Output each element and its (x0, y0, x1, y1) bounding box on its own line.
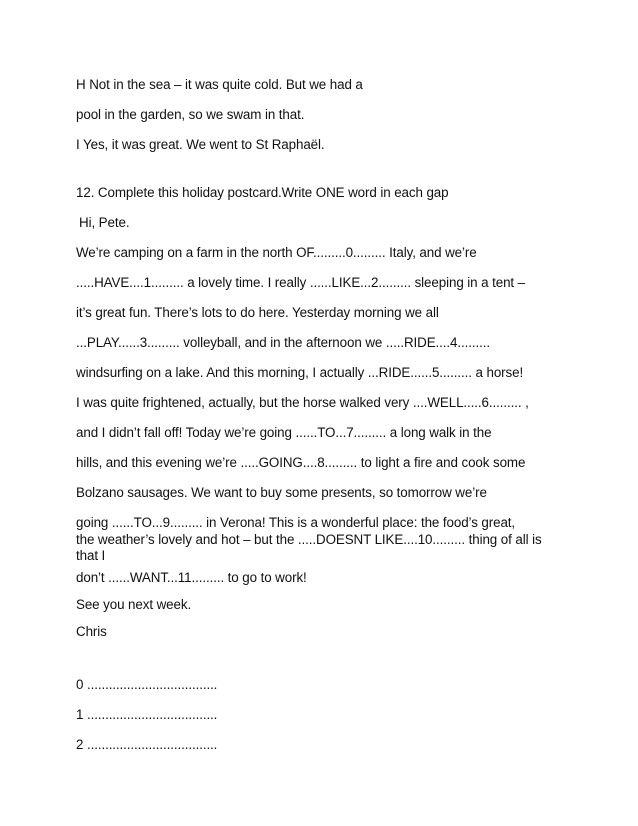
postcard-line: ...PLAY......3......... volleyball, and in the afternoon we .....RIDE....4......... (76, 335, 490, 350)
answer-slot-2: 2 .................................... (76, 737, 218, 752)
postcard-greeting: Hi, Pete. (79, 215, 130, 230)
postcard-line: it’s great fun. There’s lots to do here. Yesterday morning we all (76, 305, 439, 320)
postcard-line: We’re camping on a farm in the north OF.........0......... Italy, and we’re (76, 245, 477, 260)
postcard-line: and I didn’t fall off! Today we’re going ......TO...7......... a long walk in the (76, 425, 492, 440)
answer-slot-1: 1 .................................... (76, 707, 218, 722)
answer-h-line: H Not in the sea – it was quite cold. But we had a (76, 77, 363, 92)
postcard-line: don’t ......WANT...11......... to go to work! (76, 570, 307, 585)
postcard-line: .....HAVE....1......... a lovely time. I really ......LIKE...2......... sleeping in a tent – (76, 275, 526, 290)
postcard-signature: Chris (76, 624, 107, 639)
answer-slot-0: 0 .................................... (76, 677, 218, 692)
postcard-line: the weather’s lovely and hot – but the .....DOESNT LIKE....10......... thing of all is that I (76, 532, 542, 563)
postcard-line: hills, and this evening we’re .....GOING....8......... to light a fire and cook some (76, 455, 526, 470)
postcard-line: going ......TO...9......... in Verona! This is a wonderful place: the food’s great, (76, 515, 516, 530)
exercise-12-heading: 12. Complete this holiday postcard.Write ONE word in each gap (76, 185, 449, 200)
answer-i-line: I Yes, it was great. We went to St Raphaël. (76, 137, 325, 152)
answer-h-continued-line: pool in the garden, so we swam in that. (76, 107, 305, 122)
postcard-signoff: See you next week. (76, 597, 192, 612)
postcard-line: windsurfing on a lake. And this morning, I actually ...RIDE......5......... a horse! (76, 365, 524, 380)
postcard-line: I was quite frightened, actually, but the horse walked very ....WELL.....6......... , (76, 395, 529, 410)
postcard-line: Bolzano sausages. We want to buy some presents, so tomorrow we’re (76, 485, 487, 500)
